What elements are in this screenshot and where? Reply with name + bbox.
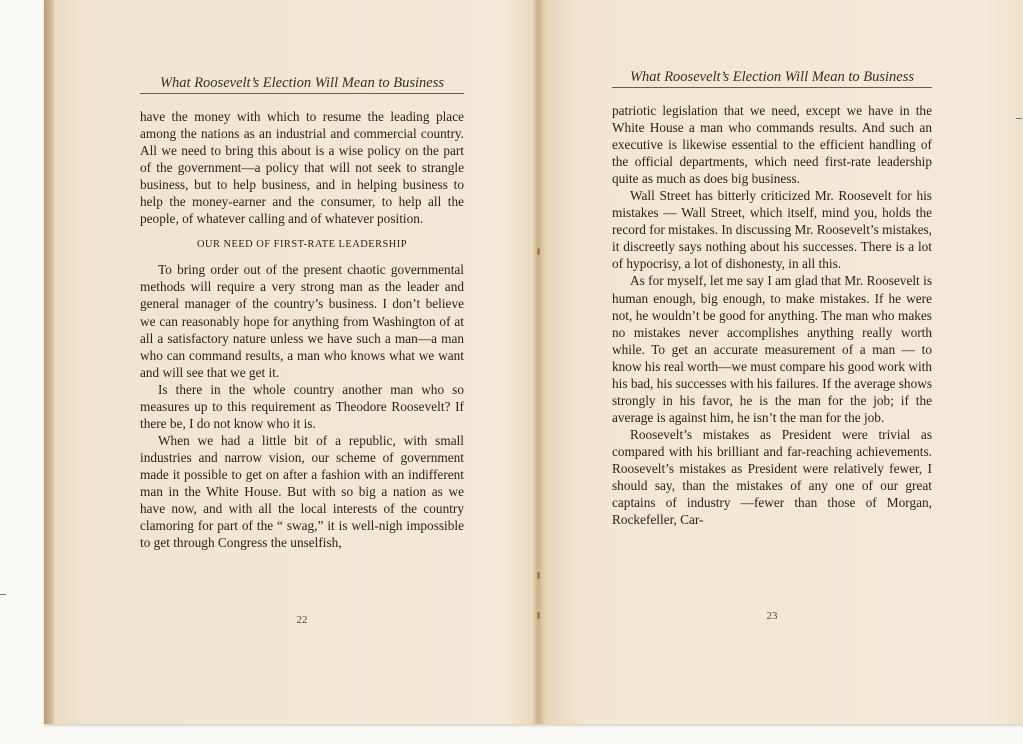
scan-mark-right [1016, 118, 1022, 119]
section-heading: OUR NEED OF FIRST-RATE LEADERSHIP [196, 239, 408, 251]
page-number-left: 22 [296, 614, 308, 626]
right-page-text [612, 102, 932, 528]
paragraph: To bring order out of the present chaotic governmental methods will require a very strong man as the leader and general manager of the country’s business. I don’t believe we can reasonably hope for anything from Washington of at all a satisfactory nature unless we have such a man—a man who can command results, a man who knows what we want and will see that we get it. [140, 262, 464, 380]
binding-thread-mark [537, 612, 540, 619]
left-page-text [140, 108, 464, 551]
scan-mark-left [0, 594, 6, 595]
running-head-left: What Roosevelt’s Election Will Mean to Business [140, 74, 464, 94]
paragraph: Roosevelt’s mistakes as President were trivial as compared with his brilliant and far-reaching achievements. Roosevelt’s mistakes as President were relatively fewer, I should say, than the mistakes of any one of our great captains of industry —fewer than those of Morgan, Rockefeller, Car- [612, 426, 932, 528]
paragraph: Is there in the whole country another man who so measures up to this requirement as Theodore Roosevelt? If there be, I do not know who it is. [140, 381, 464, 431]
binding-thread-mark [537, 248, 540, 255]
paragraph: As for myself, let me say I am glad that Mr. Roosevelt is human enough, big enough, to make mistakes. If he were not, he wouldn’t be good for anything. The man who makes no mistakes never accomplishes anything really worth while. To get an accurate measurement of a man — to know his real worth—we must compare his good work with his bad, his successes with his failures. If the average shows strongly in his favor, he is the man for the job; if the average is against him, he isn’t the man for the job. [612, 273, 932, 425]
running-head-right: What Roosevelt’s Election Will Mean to Business [612, 68, 932, 88]
left-page [140, 0, 464, 724]
paragraph: Wall Street has bitterly criticized Mr. Roosevelt for his mistakes — Wall Street, which itself, mind you, holds the record for mistakes. In discussing Mr. Roosevelt’s mistakes, it discreetly says nothing about his successes. There is a lot of hypocrisy, a lot of dishonesty, in all this. [612, 188, 932, 272]
paragraph: have the money with which to resume the leading place among the nations as an industrial and commercial country. All we need to bring this about is a wise policy on the part of the government—a policy that will not seek to strangle business, but to help business, and in helping business to help the money-earner and the consumer, to help all the people, of whatever calling and of whatever position. [140, 109, 464, 227]
page-number-right: 23 [766, 610, 778, 622]
binding-thread-mark [537, 572, 540, 579]
book-left-edge [44, 0, 54, 724]
right-page [612, 0, 932, 724]
paragraph: When we had a little bit of a republic, with small industries and narrow vision, our scheme of government made it possible to get on after a fashion with an indifferent man in the White House. But with so big a nation as we have now, and with all the local interests of the country clamoring for part of the “ swag,” it is well-nigh impossible to get through Congress the unselfish, [140, 432, 464, 551]
paragraph: patriotic legislation that we need, except we have in the White House a man who commands results. And such an executive is likewise essential to the efficient handling of the official departments, which need first-rate leadership quite as much as does big business. [612, 103, 932, 187]
